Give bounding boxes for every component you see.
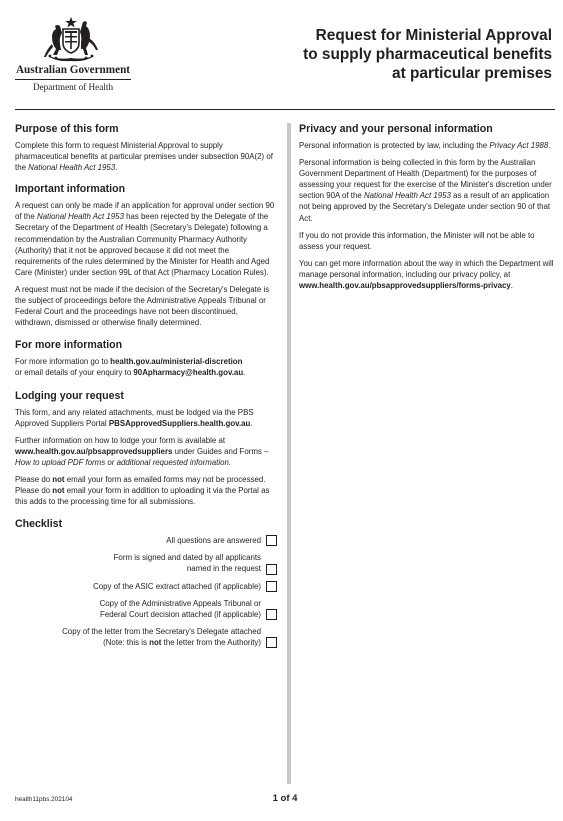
questions-answered-checkbox[interactable] xyxy=(266,535,277,546)
form-title xyxy=(303,26,552,83)
lodging-heading: Lodging your request xyxy=(15,389,124,402)
checklist-item-text: Federal Court decision attached (if applicable) xyxy=(100,609,261,619)
more-info-section xyxy=(15,339,277,378)
guide-title: How to upload PDF forms or additional requested information. xyxy=(15,457,232,467)
lodging-section xyxy=(15,390,277,508)
punctuation: . xyxy=(115,163,118,173)
punctuation: . xyxy=(548,141,551,150)
checklist-item-text: Form is signed and dated by all applicants xyxy=(113,553,261,563)
emphasis-not: not xyxy=(52,486,65,496)
government-name: Australian Government xyxy=(15,64,131,76)
important-text-part: has been rejected by the Delegate of the Secretary of the Department of Health (Secretary's Delegate) following a recommendation by the Australian Community Pharmacy Authority (Authority) that it not be approved because it did not meet the requirements of the rules determined by the Minister for Health and Aged Care (Minister) under section 99L of that Act (Pharmacy Location Rules). xyxy=(15,212,270,277)
page-number: 1 of 4 xyxy=(272,793,298,804)
checklist-item-text: Copy of the ASIC extract attached (if applicable) xyxy=(93,581,261,591)
checklist-section xyxy=(15,518,277,648)
coat-of-arms-icon xyxy=(40,16,102,62)
privacy-paragraph-3: If you do not provide this information, the Minister will not be able to assess your request. xyxy=(299,230,535,251)
important-text-part: A request can only be made if an application for approval under section 90 of the xyxy=(15,201,275,222)
purpose-text-part: Complete this form to request Ministerial Approval to supply pharmaceutical benefits at particular premises under subsection 90A(2) of the xyxy=(15,141,273,173)
checklist-item-label xyxy=(93,581,261,592)
lodging-paragraph-3 xyxy=(15,474,277,507)
department-name: Department of Health xyxy=(32,82,114,92)
privacy-paragraph-4 xyxy=(299,258,555,291)
act-name: National Health Act 1953 xyxy=(28,163,116,173)
form-title-line: to supply pharmaceutical benefits xyxy=(303,46,552,63)
header-divider xyxy=(15,109,555,110)
privacy-text-part: Personal information is protected by law, including the xyxy=(299,141,490,150)
column-divider xyxy=(287,123,291,784)
important-paragraph-2: A request must not be made if the decision of the Secretary's Delegate is the subject of proceedings before the Administrative Appeals Tribunal or Federal Court and the proceedings have not been discontinued, withdrawn, dismissed or otherwise finally determined. xyxy=(15,284,270,328)
lodging-text-part: email your form in addition to uploading it via the Portal as this adds to the processing time for all submissions. xyxy=(15,486,270,507)
lodging-text-part: under Guides and Forms – xyxy=(172,446,269,456)
checklist-item-asic-extract xyxy=(15,581,277,592)
privacy-policy-link[interactable]: www.health.gov.au/pbsapprovedsuppliers/forms-privacy xyxy=(299,281,511,291)
purpose-text xyxy=(15,140,277,173)
act-name: Privacy Act 1988 xyxy=(489,141,549,150)
important-paragraph-1 xyxy=(15,200,277,278)
lodging-paragraph-2 xyxy=(15,435,277,468)
lodging-text-part: Please do xyxy=(15,474,53,484)
checklist-item-text: Copy of the letter from the Secretary's Delegate attached xyxy=(62,626,261,636)
privacy-text-part: You can get more information about the way in which the Department will manage personal information, including our privacy policy, at xyxy=(299,258,554,279)
enquiry-email-link[interactable]: 90Apharmacy@health.gov.au xyxy=(133,368,244,378)
punctuation: . xyxy=(250,418,253,428)
important-section xyxy=(15,183,277,328)
more-info-text-part: or email details of your enquiry to xyxy=(15,368,134,378)
important-heading: Important information xyxy=(15,183,126,196)
punctuation: . xyxy=(510,281,513,291)
tribunal-decision-checkbox[interactable] xyxy=(266,609,277,620)
logo-divider xyxy=(15,79,131,80)
lodging-text-part: This form, and any related attachments, must be lodged via the PBS Approved Suppliers Portal xyxy=(15,407,254,428)
checklist-item-form-signed xyxy=(15,552,277,574)
asic-extract-checkbox[interactable] xyxy=(266,581,277,592)
emphasis-not: not xyxy=(52,474,65,484)
lodging-paragraph-1 xyxy=(15,407,277,429)
more-info-heading: For more information xyxy=(15,339,123,352)
privacy-section xyxy=(299,123,555,291)
checklist xyxy=(15,535,277,648)
pbs-portal-link[interactable]: PBSApprovedSuppliers.health.gov.au xyxy=(108,418,251,428)
checklist-item-text xyxy=(62,637,261,648)
right-column xyxy=(299,123,555,297)
pbs-approved-suppliers-link[interactable]: www.health.gov.au/pbsapprovedsuppliers xyxy=(15,446,173,456)
checklist-text-part: (Note: this is xyxy=(103,637,150,647)
lodging-text-part: Further information on how to lodge your form is available at xyxy=(15,435,226,445)
ministerial-discretion-link[interactable]: health.gov.au/ministerial-discretion xyxy=(110,357,243,367)
form-title-line: at particular premises xyxy=(392,65,552,82)
checklist-item-label xyxy=(100,598,261,620)
checklist-item-delegate-letter xyxy=(15,626,277,648)
checklist-heading: Checklist xyxy=(15,518,63,531)
checklist-item-text: Copy of the Administrative Appeals Tribunal or xyxy=(99,598,261,608)
emphasis-not: not xyxy=(149,637,162,647)
form-title-line: Request for Ministerial Approval xyxy=(315,27,552,44)
act-name: National Health Act 1953 xyxy=(363,191,451,201)
privacy-paragraph-2 xyxy=(299,157,555,224)
act-name: National Health Act 1953 xyxy=(36,212,124,222)
checklist-item-questions-answered xyxy=(15,535,277,546)
left-column xyxy=(15,123,277,654)
more-info-text xyxy=(15,356,277,378)
purpose-heading: Purpose of this form xyxy=(15,123,119,135)
lodging-text-part: email your form as emailed forms may not be processed. Please do xyxy=(15,474,266,496)
checklist-item-label xyxy=(62,626,261,648)
form-code: health11pbs.202104 xyxy=(15,796,73,803)
privacy-paragraph-1 xyxy=(299,140,555,151)
checklist-item-text: named in the request xyxy=(186,564,261,574)
punctuation: . xyxy=(243,368,246,378)
checklist-item-label xyxy=(114,552,261,574)
purpose-section xyxy=(15,123,277,173)
checklist-item-text: All questions are answered xyxy=(166,536,261,546)
form-signed-checkbox[interactable] xyxy=(266,564,277,575)
privacy-text-part: as a result of an application not being approved by the Secretary's Delegate under section 90 of that Act. xyxy=(299,191,551,223)
checklist-item-tribunal-decision xyxy=(15,598,277,620)
privacy-text-part: Personal information is being collected in this form by the Australian Government Department of Health (Department) for the purposes of assessing your request for the exercise of the Minister's discretion under section 90A of the xyxy=(299,158,552,201)
more-info-text-part: For more information go to xyxy=(15,357,111,367)
checklist-item-label xyxy=(166,535,261,546)
checklist-text-part: the letter from the Authority) xyxy=(161,637,261,647)
delegate-letter-checkbox[interactable] xyxy=(266,637,277,648)
privacy-heading: Privacy and your personal information xyxy=(299,123,493,135)
